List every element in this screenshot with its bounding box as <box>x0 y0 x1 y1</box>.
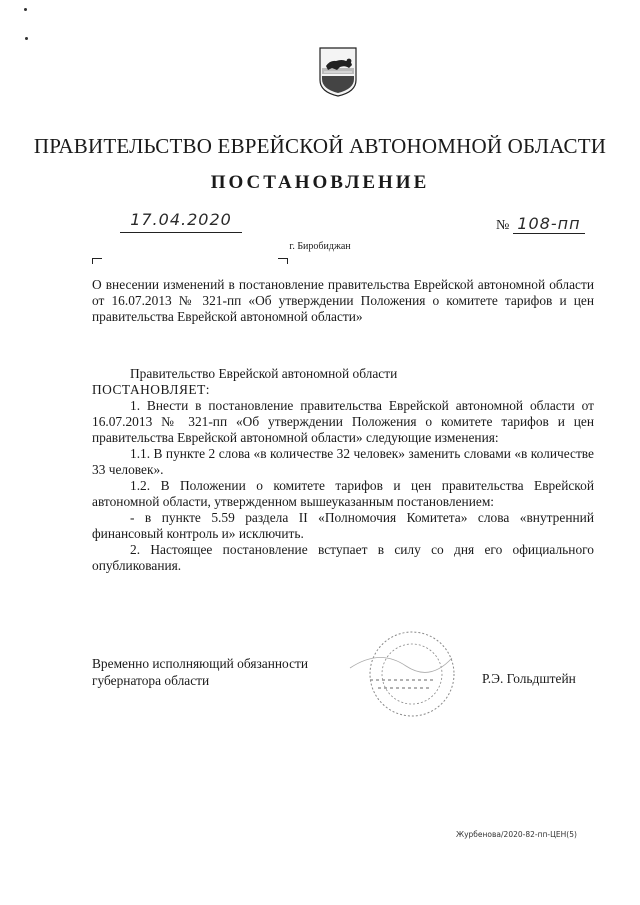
document-number-value: 108-пп <box>513 214 584 234</box>
decree-heading: ПОСТАНОВЛЯЕТ: <box>92 382 210 397</box>
subject-bracket-left <box>92 258 102 264</box>
signatory-position-line-1: Временно исполняющий обязанности <box>92 656 309 671</box>
item-2: 2. Настоящее постановление вступает в силу со дня его официального опубликования. <box>92 542 594 573</box>
item-1-2: 1.2. В Положении о комитете тарифов и цен правительства Еврейской автономной области, утвержденном вышеуказанным постановлением: <box>92 478 594 509</box>
preamble: Правительство Еврейской автономной области <box>130 366 398 381</box>
document-type-title: ПОСТАНОВЛЕНИЕ <box>210 172 430 193</box>
document-date-value: 17.04.2020 <box>130 210 232 229</box>
document-subject: О внесении изменений в постановление правительства Еврейской автономной области от 16.07.2013 № 321-пп «Об утверждении Положения о комитете тарифов и цен правительства Еврейской автономной области» <box>92 277 594 324</box>
document-city: г. Биробиджан <box>289 241 351 252</box>
document-date <box>120 210 242 233</box>
official-seal-icon <box>340 628 458 728</box>
document-number <box>496 212 585 234</box>
item-1-2-dash: - в пункте 5.59 раздела II «Полномочия Комитета» слова «внутренний финансовый контроль и» исключить. <box>92 510 594 541</box>
signatory-position <box>92 655 308 689</box>
item-1: 1. Внести в постановление правительства Еврейской автономной области от 16.07.2013 № 321-пп «Об утверждении Положения о комитете тарифов и цен правительства Еврейской автономной области» следующие изменения: <box>92 398 594 445</box>
subject-bracket-right <box>278 258 288 264</box>
scan-speck <box>24 8 27 11</box>
number-sign: № <box>496 218 510 233</box>
document-footer-code: Журбенова/2020-82-пп-ЦЕН(5) <box>456 830 577 839</box>
signatory-position-line-2: губернатора области <box>92 673 210 688</box>
document-body <box>92 366 594 574</box>
government-title: ПРАВИТЕЛЬСТВО ЕВРЕЙСКОЙ АВТОНОМНОЙ ОБЛАСТИ <box>33 134 607 158</box>
signatory-name: Р.Э. Гольдштейн <box>482 671 576 686</box>
scan-speck <box>25 37 28 40</box>
coat-of-arms-icon <box>318 46 358 98</box>
item-1-1: 1.1. В пункте 2 слова «в количестве 32 человек» заменить словами «в количестве 33 человек». <box>92 446 594 477</box>
